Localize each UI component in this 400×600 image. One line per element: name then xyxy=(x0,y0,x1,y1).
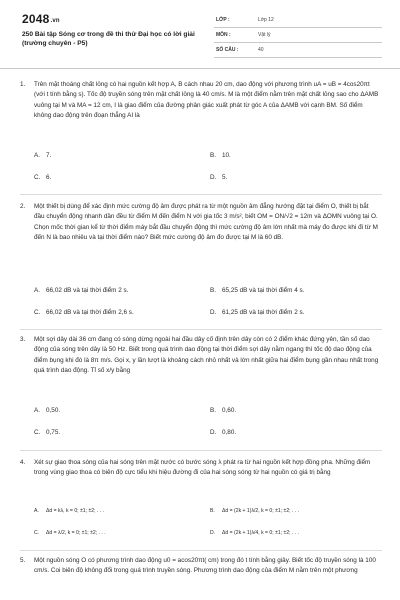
question-1 xyxy=(20,80,382,122)
option-b[interactable] xyxy=(210,407,236,414)
option-a[interactable] xyxy=(34,508,104,514)
info-table xyxy=(214,13,382,58)
question-text: Xét sự giao thoa sóng của hai sóng trên mặt nước có bước sóng λ phát ra từ hai nguồn kết hợp đồng pha. Những điểm trong vùng giao thoa có biên độ cực tiểu khi hiệu đường đi của hai sóng sóng từ hai nguồn có giá trị bằng xyxy=(34,459,371,477)
logo-text: 2048 xyxy=(22,12,50,26)
info-row-subject xyxy=(214,28,382,43)
question-number: 4. xyxy=(20,459,26,466)
option-label: B. xyxy=(210,152,216,159)
option-label: B. xyxy=(210,407,216,414)
option-a[interactable] xyxy=(34,407,60,414)
option-text: 0,75. xyxy=(46,429,61,436)
question-divider xyxy=(20,450,382,451)
option-c[interactable] xyxy=(34,429,60,436)
option-text: Δd = λ/2, k = 0; ±1; ±2; . . . xyxy=(46,530,106,536)
question-text: Một thiết bị dùng để xác định mức cường độ âm được phát ra từ một nguồn âm đẳng hướng đặt tại điểm O, thiết bị bắt đầu chuyển động nhanh dần đều từ điểm M đến điểm N với gia tốc 3 m/s², biết OM = ON/√2 = 12m và ΔOMN vuông tại O. Chọn mốc thời gian kể từ thời điểm máy bắt đầu chuyển động thì mức cường độ âm lớn nhất mà máy đo được khi đi từ M đến N là bao nhiêu và tại thời điểm nào? Biết mức cường độ âm đo được tại M là 60 dB. xyxy=(34,203,378,242)
option-a[interactable] xyxy=(34,287,128,294)
option-text: 0,80. xyxy=(222,429,237,436)
option-d[interactable] xyxy=(210,174,227,181)
option-label: D. xyxy=(210,309,217,316)
info-row-class xyxy=(214,13,382,28)
question-divider xyxy=(20,550,382,551)
question-5 xyxy=(20,556,382,577)
question-text: Trên mặt thoáng chất lỏng có hai nguồn kết hợp A, B cách nhau 20 cm, dao động với phương trình uA = uB = 4cos20πt (với t tính bằng s). Tốc độ truyền sóng trên mặt chất lỏng là 40 cm/s. M là một điểm nằm trên mặt chất lỏng sao cho ΔAMB vuông tại M và MA = 12 cm, I là giao điểm của đường phân giác xuất phát từ góc A của ΔAMB với cạnh BM. Số điểm không dao động trên đoạn thẳng AI là xyxy=(34,81,379,120)
info-value: Vật lý xyxy=(258,32,271,38)
option-text: 5. xyxy=(222,174,228,181)
option-label: A. xyxy=(34,152,40,159)
info-value: Lớp 12 xyxy=(258,17,274,23)
option-label: D. xyxy=(210,174,217,181)
option-text: 66,02 dB và tại thời điểm 2 s. xyxy=(46,287,129,294)
question-number: 3. xyxy=(20,336,26,343)
question-4 xyxy=(20,458,382,479)
question-text: Một nguồn sóng O có phương trình dao động u0 = acos20πt( cm) trong đó t tính bằng giây. Biết tốc độ truyền sóng là 100 cm/s. Coi biên độ không đổi trong quá trình truyền sóng. Phương trình dao động của điểm M nằm trên một phương xyxy=(34,557,376,575)
logo-suffix: .vn xyxy=(50,18,60,24)
info-key: SỐ CÂU : xyxy=(216,47,239,53)
option-text: 6. xyxy=(46,174,52,181)
option-b[interactable] xyxy=(210,287,304,294)
option-c[interactable] xyxy=(34,174,51,181)
question-divider xyxy=(20,329,382,330)
option-label: A. xyxy=(34,508,39,514)
option-text: Δd = kλ, k = 0; ±1; ±2; . . . xyxy=(46,508,104,514)
question-divider xyxy=(20,194,382,195)
header-divider xyxy=(0,68,400,69)
option-label: C. xyxy=(34,309,41,316)
option-label: D. xyxy=(210,429,217,436)
option-label: C. xyxy=(34,429,41,436)
option-text: 0,60. xyxy=(222,407,237,414)
option-d[interactable] xyxy=(210,429,236,436)
option-label: D. xyxy=(210,530,216,536)
question-3 xyxy=(20,335,382,377)
option-c[interactable] xyxy=(34,530,106,536)
option-d[interactable] xyxy=(210,309,304,316)
option-text: 65,25 dB và tại thời điểm 4 s. xyxy=(222,287,305,294)
option-label: C. xyxy=(34,530,40,536)
info-key: LỚP : xyxy=(216,17,230,23)
question-number: 1. xyxy=(20,81,26,88)
option-label: B. xyxy=(210,287,216,294)
site-logo[interactable] xyxy=(22,12,60,26)
option-text: 7. xyxy=(46,152,52,159)
question-number: 2. xyxy=(20,203,26,210)
option-a[interactable] xyxy=(34,152,51,159)
info-key: MÔN : xyxy=(216,32,231,38)
option-label: B. xyxy=(210,508,215,514)
option-c[interactable] xyxy=(34,309,134,316)
option-label: C. xyxy=(34,174,41,181)
option-label: A. xyxy=(34,287,40,294)
option-text: 10. xyxy=(222,152,231,159)
option-d[interactable] xyxy=(210,530,299,536)
option-label: A. xyxy=(34,407,40,414)
option-text: Δd = (2k + 1)λ/4, k = 0; ±1; ±2; . . . xyxy=(222,530,300,536)
worksheet-title: 250 Bài tập Sóng cơ trong đề thi thử Đại học có lời giải (trường chuyên - P5) xyxy=(22,31,195,47)
option-text: 0,50. xyxy=(46,407,61,414)
question-text: Một sợi dây dài 36 cm đang có sóng dừng ngoài hai đầu dây cố định trên dây còn có 2 điểm khác đứng yên, tần số dao động của sóng trên dây là 50 Hz. Biết trong quá trình dao động tại thời điểm sợi dây nằm ngang thì tốc độ dao động của điểm bụng khi đó là 8π m/s. Gọi x, y lần lượt là khoảng cách nhỏ nhất và lớn nhất giữa hai điểm bụng gần nhau nhất trong quá trình dao động. Tỉ số x/y bằng xyxy=(34,336,379,375)
info-row-count xyxy=(214,43,382,58)
question-2 xyxy=(20,202,382,244)
info-value: 40 xyxy=(258,47,264,53)
option-b[interactable] xyxy=(210,152,231,159)
option-text: 66,02 dB và tại thời điểm 2,6 s. xyxy=(46,309,134,316)
option-text: Δd = (2k + 1)λ/2, k = 0; ±1; ±2; . . . xyxy=(222,508,300,514)
option-text: 61,25 dB và tại thời điểm 2 s. xyxy=(222,309,305,316)
question-number: 5. xyxy=(20,557,26,564)
option-b[interactable] xyxy=(210,508,299,514)
